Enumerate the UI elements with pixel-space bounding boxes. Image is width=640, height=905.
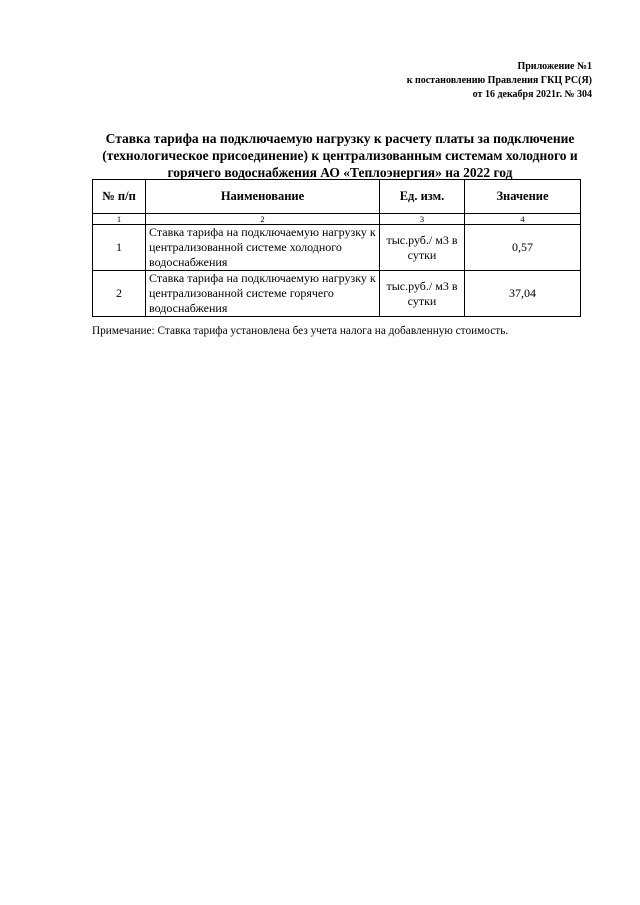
appendix-line-2: к постановлению Правления ГКЦ РС(Я): [406, 75, 592, 86]
row-num: 2: [93, 271, 146, 317]
header-value: Значение: [465, 180, 581, 214]
table-row: [93, 271, 581, 317]
index-cell: 2: [146, 214, 380, 225]
table-index-row: [93, 214, 581, 225]
header-name: Наименование: [146, 180, 380, 214]
header-unit: Ед. изм.: [380, 180, 465, 214]
table-note: Примечание: Ставка тарифа установлена без учета налога на добавленную стоимость.: [92, 325, 509, 337]
index-cell: 4: [465, 214, 581, 225]
appendix-header: [407, 60, 592, 102]
appendix-line-1: Приложение №1: [517, 61, 592, 72]
row-value: 37,04: [465, 271, 581, 317]
index-cell: 3: [380, 214, 465, 225]
row-unit: тыс.руб./ м3 в сутки: [380, 225, 465, 271]
row-unit: тыс.руб./ м3 в сутки: [380, 271, 465, 317]
row-value: 0,57: [465, 225, 581, 271]
row-name: Ставка тарифа на подключаемую нагрузку к централизованной системе холодного водоснабжения: [146, 225, 380, 271]
index-cell: 1: [93, 214, 146, 225]
table-header-row: [93, 180, 581, 214]
tariff-table: [92, 179, 581, 317]
table-row: [93, 225, 581, 271]
row-num: 1: [93, 225, 146, 271]
header-num: № п/п: [93, 180, 146, 214]
appendix-line-3: от 16 декабря 2021г. № 304: [472, 89, 592, 100]
document-title: Ставка тарифа на подключаемую нагрузку к расчету платы за подключение (технологическое присоединение) к централизованным системам холодного и горячего водоснабжения АО «Теплоэнергия» на 2022 год: [102, 131, 578, 180]
row-name: Ставка тарифа на подключаемую нагрузку к централизованной системе горячего водоснабжения: [146, 271, 380, 317]
